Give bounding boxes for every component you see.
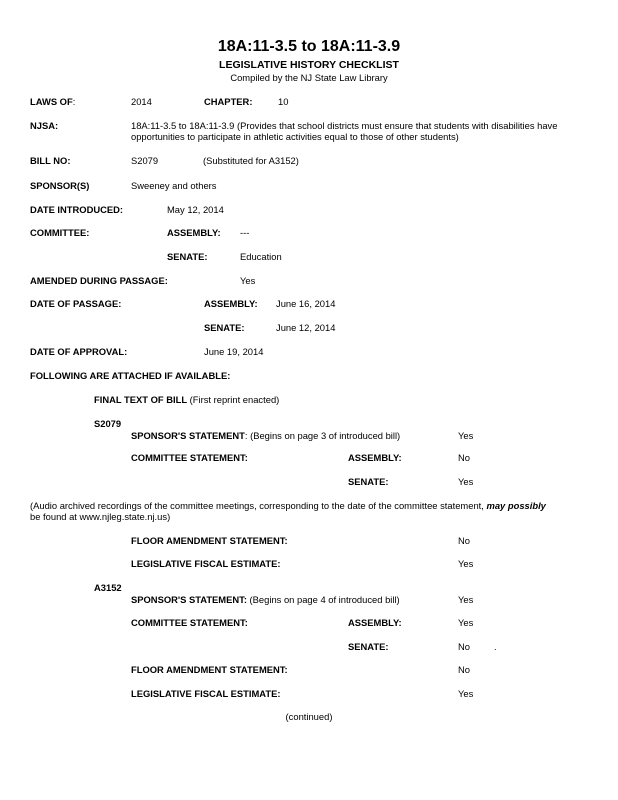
- s2079-senate-label: SENATE:: [348, 476, 389, 487]
- laws-of-label: LAWS OF:: [30, 96, 76, 107]
- s2079-sponsor-value: Yes: [458, 430, 474, 441]
- chapter-value: 10: [278, 96, 289, 107]
- njsa-label: NJSA:: [30, 120, 59, 131]
- a3152-sponsor-statement: SPONSOR'S STATEMENT: (Begins on page 4 of introduced bill): [131, 594, 400, 605]
- a3152-fiscal-value: Yes: [458, 688, 474, 699]
- chapter-label: CHAPTER:: [204, 96, 253, 107]
- bill-no-value: S2079: [131, 155, 159, 166]
- s2079-sponsor-statement: SPONSOR'S STATEMENT: (Begins on page 3 of introduced bill): [131, 430, 401, 441]
- passage-assembly-value: June 16, 2014: [276, 298, 336, 309]
- audio-note-line1: (Audio archived recordings of the committee meetings, corresponding to the date of the committee statement, may possibly: [30, 500, 546, 511]
- committee-assembly-value: ---: [240, 227, 250, 238]
- compiled-by: Compiled by the NJ State Law Library: [230, 72, 388, 83]
- committee-assembly-label: ASSEMBLY:: [167, 227, 221, 238]
- amended-label: AMENDED DURING PASSAGE:: [30, 275, 168, 286]
- a3152-senate-dot: .: [494, 641, 497, 652]
- date-of-passage-label: DATE OF PASSAGE:: [30, 298, 122, 309]
- page-subtitle: LEGISLATIVE HISTORY CHECKLIST: [219, 59, 399, 71]
- a3152-heading: A3152: [94, 582, 122, 593]
- committee-senate-value: Education: [240, 251, 282, 262]
- a3152-senate-value: No: [458, 641, 470, 652]
- date-introduced-value: May 12, 2014: [167, 204, 224, 215]
- s2079-heading: S2079: [94, 418, 122, 429]
- njsa-text-line1: 18A:11-3.5 to 18A:11-3.9 (Provides that school districts must ensure that students with disabilities have: [131, 120, 558, 131]
- s2079-assembly-value: No: [458, 452, 470, 463]
- amended-value: Yes: [240, 275, 256, 286]
- a3152-sponsor-value: Yes: [458, 594, 474, 605]
- njsa-text-line2: opportunities to participate in athletic activities equal to those of other students): [131, 131, 459, 142]
- passage-assembly-label: ASSEMBLY:: [204, 298, 258, 309]
- a3152-assembly-value: Yes: [458, 617, 474, 628]
- s2079-senate-value: Yes: [458, 476, 474, 487]
- a3152-fiscal-label: LEGISLATIVE FISCAL ESTIMATE:: [131, 688, 281, 699]
- committee-senate-label: SENATE:: [167, 251, 208, 262]
- a3152-assembly-label: ASSEMBLY:: [348, 617, 402, 628]
- page-title: 18A:11-3.5 to 18A:11-3.9: [217, 38, 401, 55]
- a3152-senate-label: SENATE:: [348, 641, 389, 652]
- date-of-approval-label: DATE OF APPROVAL:: [30, 346, 128, 357]
- final-text-of-bill: FINAL TEXT OF BILL (First reprint enacted): [94, 394, 280, 405]
- sponsor-label: SPONSOR(S): [30, 180, 90, 191]
- a3152-committee-label: COMMITTEE STATEMENT:: [131, 617, 248, 628]
- continued-note: (continued): [285, 711, 333, 722]
- s2079-fiscal-value: Yes: [458, 558, 474, 569]
- audio-note-line2: be found at www.njleg.state.nj.us): [30, 511, 171, 522]
- date-introduced-label: DATE INTRODUCED:: [30, 204, 124, 215]
- s2079-assembly-label: ASSEMBLY:: [348, 452, 402, 463]
- s2079-floor-label: FLOOR AMENDMENT STATEMENT:: [131, 535, 288, 546]
- attached-heading: FOLLOWING ARE ATTACHED IF AVAILABLE:: [30, 370, 231, 381]
- a3152-floor-value: No: [458, 664, 470, 675]
- bill-no-note: (Substituted for A3152): [203, 155, 299, 166]
- sponsor-value: Sweeney and others: [131, 180, 217, 191]
- laws-of-value: 2014: [131, 96, 152, 107]
- passage-senate-value: June 12, 2014: [276, 322, 336, 333]
- bill-no-label: BILL NO:: [30, 155, 71, 166]
- passage-senate-label: SENATE:: [204, 322, 245, 333]
- committee-label: COMMITTEE:: [30, 227, 90, 238]
- s2079-committee-label: COMMITTEE STATEMENT:: [131, 452, 248, 463]
- date-of-approval-value: June 19, 2014: [204, 346, 264, 357]
- s2079-floor-value: No: [458, 535, 470, 546]
- s2079-fiscal-label: LEGISLATIVE FISCAL ESTIMATE:: [131, 558, 281, 569]
- a3152-floor-label: FLOOR AMENDMENT STATEMENT:: [131, 664, 288, 675]
